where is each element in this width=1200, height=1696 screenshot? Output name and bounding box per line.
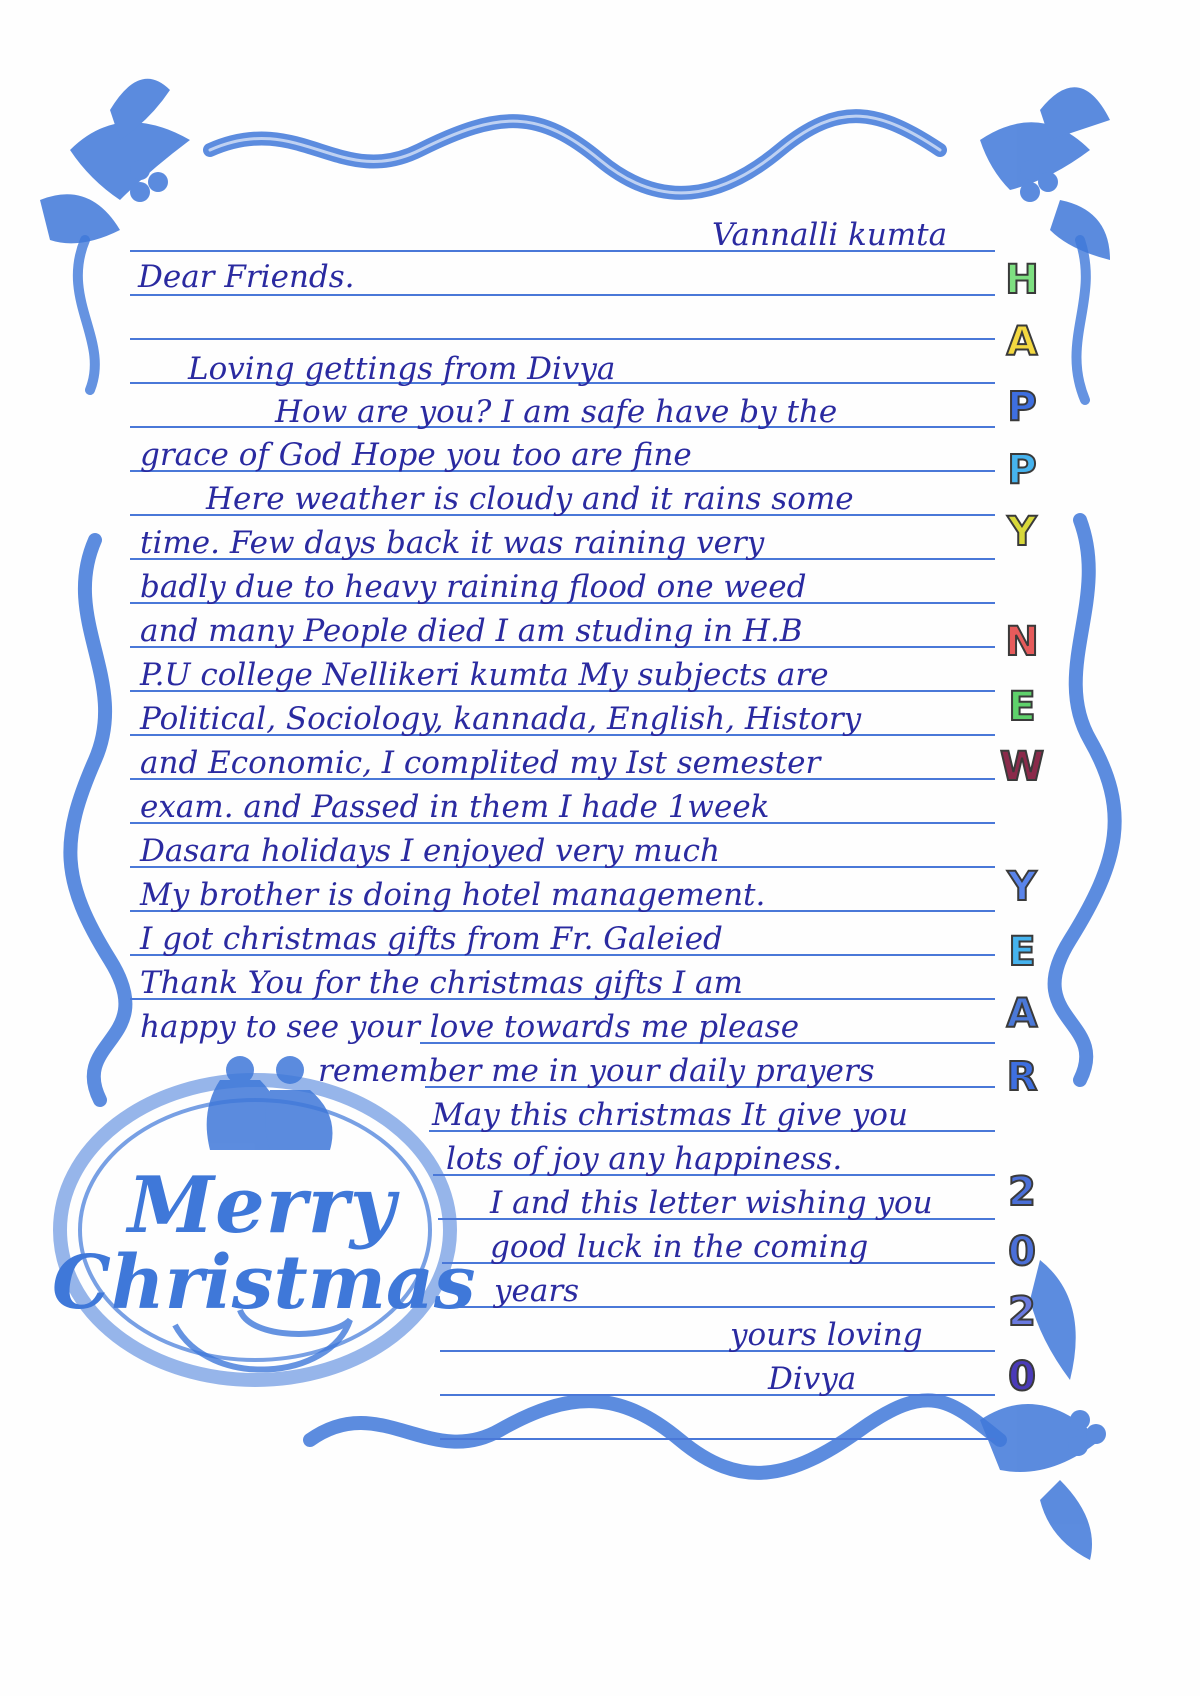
- letter-line-3: grace of God Hope you too are fine: [140, 437, 692, 473]
- letter-line-2: How are you? I am safe have by the: [275, 394, 838, 430]
- letter-line-6: badly due to heavy raining flood one weed: [140, 569, 807, 605]
- letter-line-20: I and this letter wishing you: [490, 1185, 933, 1221]
- christmas-text: Christmas: [52, 1240, 476, 1326]
- holly-top-right: [980, 87, 1110, 260]
- letter-line-18: May this christmas It give you: [432, 1097, 908, 1133]
- side-letter: 2: [1008, 1169, 1036, 1215]
- closing: yours loving: [730, 1317, 923, 1353]
- top-ribbon: [210, 116, 940, 193]
- ruled-line: [130, 338, 995, 340]
- signature: Divya: [768, 1361, 857, 1397]
- letter-line-17: remember me in your daily prayers: [318, 1053, 875, 1089]
- letter-line-15: Thank You for the christmas gifts I am: [140, 965, 743, 1001]
- letter-line-21: good luck in the coming: [490, 1229, 869, 1265]
- side-letter: N: [1005, 619, 1039, 665]
- letter-line-13: My brother is doing hotel management.: [140, 877, 766, 913]
- side-letter: 2: [1008, 1289, 1036, 1335]
- side-letter: P: [1007, 447, 1037, 493]
- ruled-line: [440, 1394, 995, 1396]
- letter-line-19: lots of joy any happiness.: [446, 1141, 843, 1177]
- side-letter: A: [1006, 991, 1038, 1037]
- bottom-ribbon: [310, 1400, 1000, 1473]
- letter-line-7: and many People died I am studing in H.B: [140, 613, 803, 649]
- bells-icon: [207, 1056, 333, 1150]
- side-letter: 0: [1008, 1354, 1036, 1400]
- letter-line-8: P.U college Nellikeri kumta My subjects are: [140, 657, 829, 693]
- letter-line-16: happy to see your love towards me please: [140, 1009, 800, 1045]
- side-letter: Y: [1007, 864, 1037, 910]
- side-letter: P: [1007, 384, 1037, 430]
- letter-line-22: years: [494, 1273, 580, 1309]
- letter-line-4: Here weather is cloudy and it rains some: [206, 481, 854, 517]
- merry-text: Merry: [127, 1160, 397, 1251]
- letter-line-5: time. Few days back it was raining very: [140, 525, 765, 561]
- side-letter: A: [1006, 319, 1038, 365]
- side-letter: 0: [1008, 1229, 1036, 1275]
- holly-top-left: [40, 79, 190, 244]
- letter-line-9: Political, Sociology, kannada, English, History: [140, 701, 862, 737]
- letter-line-11: exam. and Passed in them I hade 1week: [140, 789, 770, 825]
- letter-line-12: Dasara holidays I enjoyed very much: [140, 833, 720, 869]
- right-ribbon: [1055, 520, 1115, 1080]
- side-letter: Y: [1007, 509, 1037, 555]
- letter-line-14: I got christmas gifts from Fr. Galeied: [140, 921, 723, 957]
- side-letter: W: [1000, 744, 1045, 790]
- letter-line-10: and Economic, I complited my Ist semester: [140, 745, 821, 781]
- side-letter: R: [1006, 1054, 1038, 1100]
- side-letter: E: [1008, 684, 1036, 730]
- side-letter: H: [1005, 257, 1039, 303]
- side-letter: E: [1008, 929, 1036, 975]
- salutation: Dear Friends.: [138, 259, 355, 295]
- left-ribbon: [70, 540, 125, 1100]
- sender-address: Vannalli kumta: [712, 217, 948, 253]
- letter-line-1: Loving gettings from Divya: [188, 351, 616, 387]
- ruled-line: [440, 1438, 995, 1440]
